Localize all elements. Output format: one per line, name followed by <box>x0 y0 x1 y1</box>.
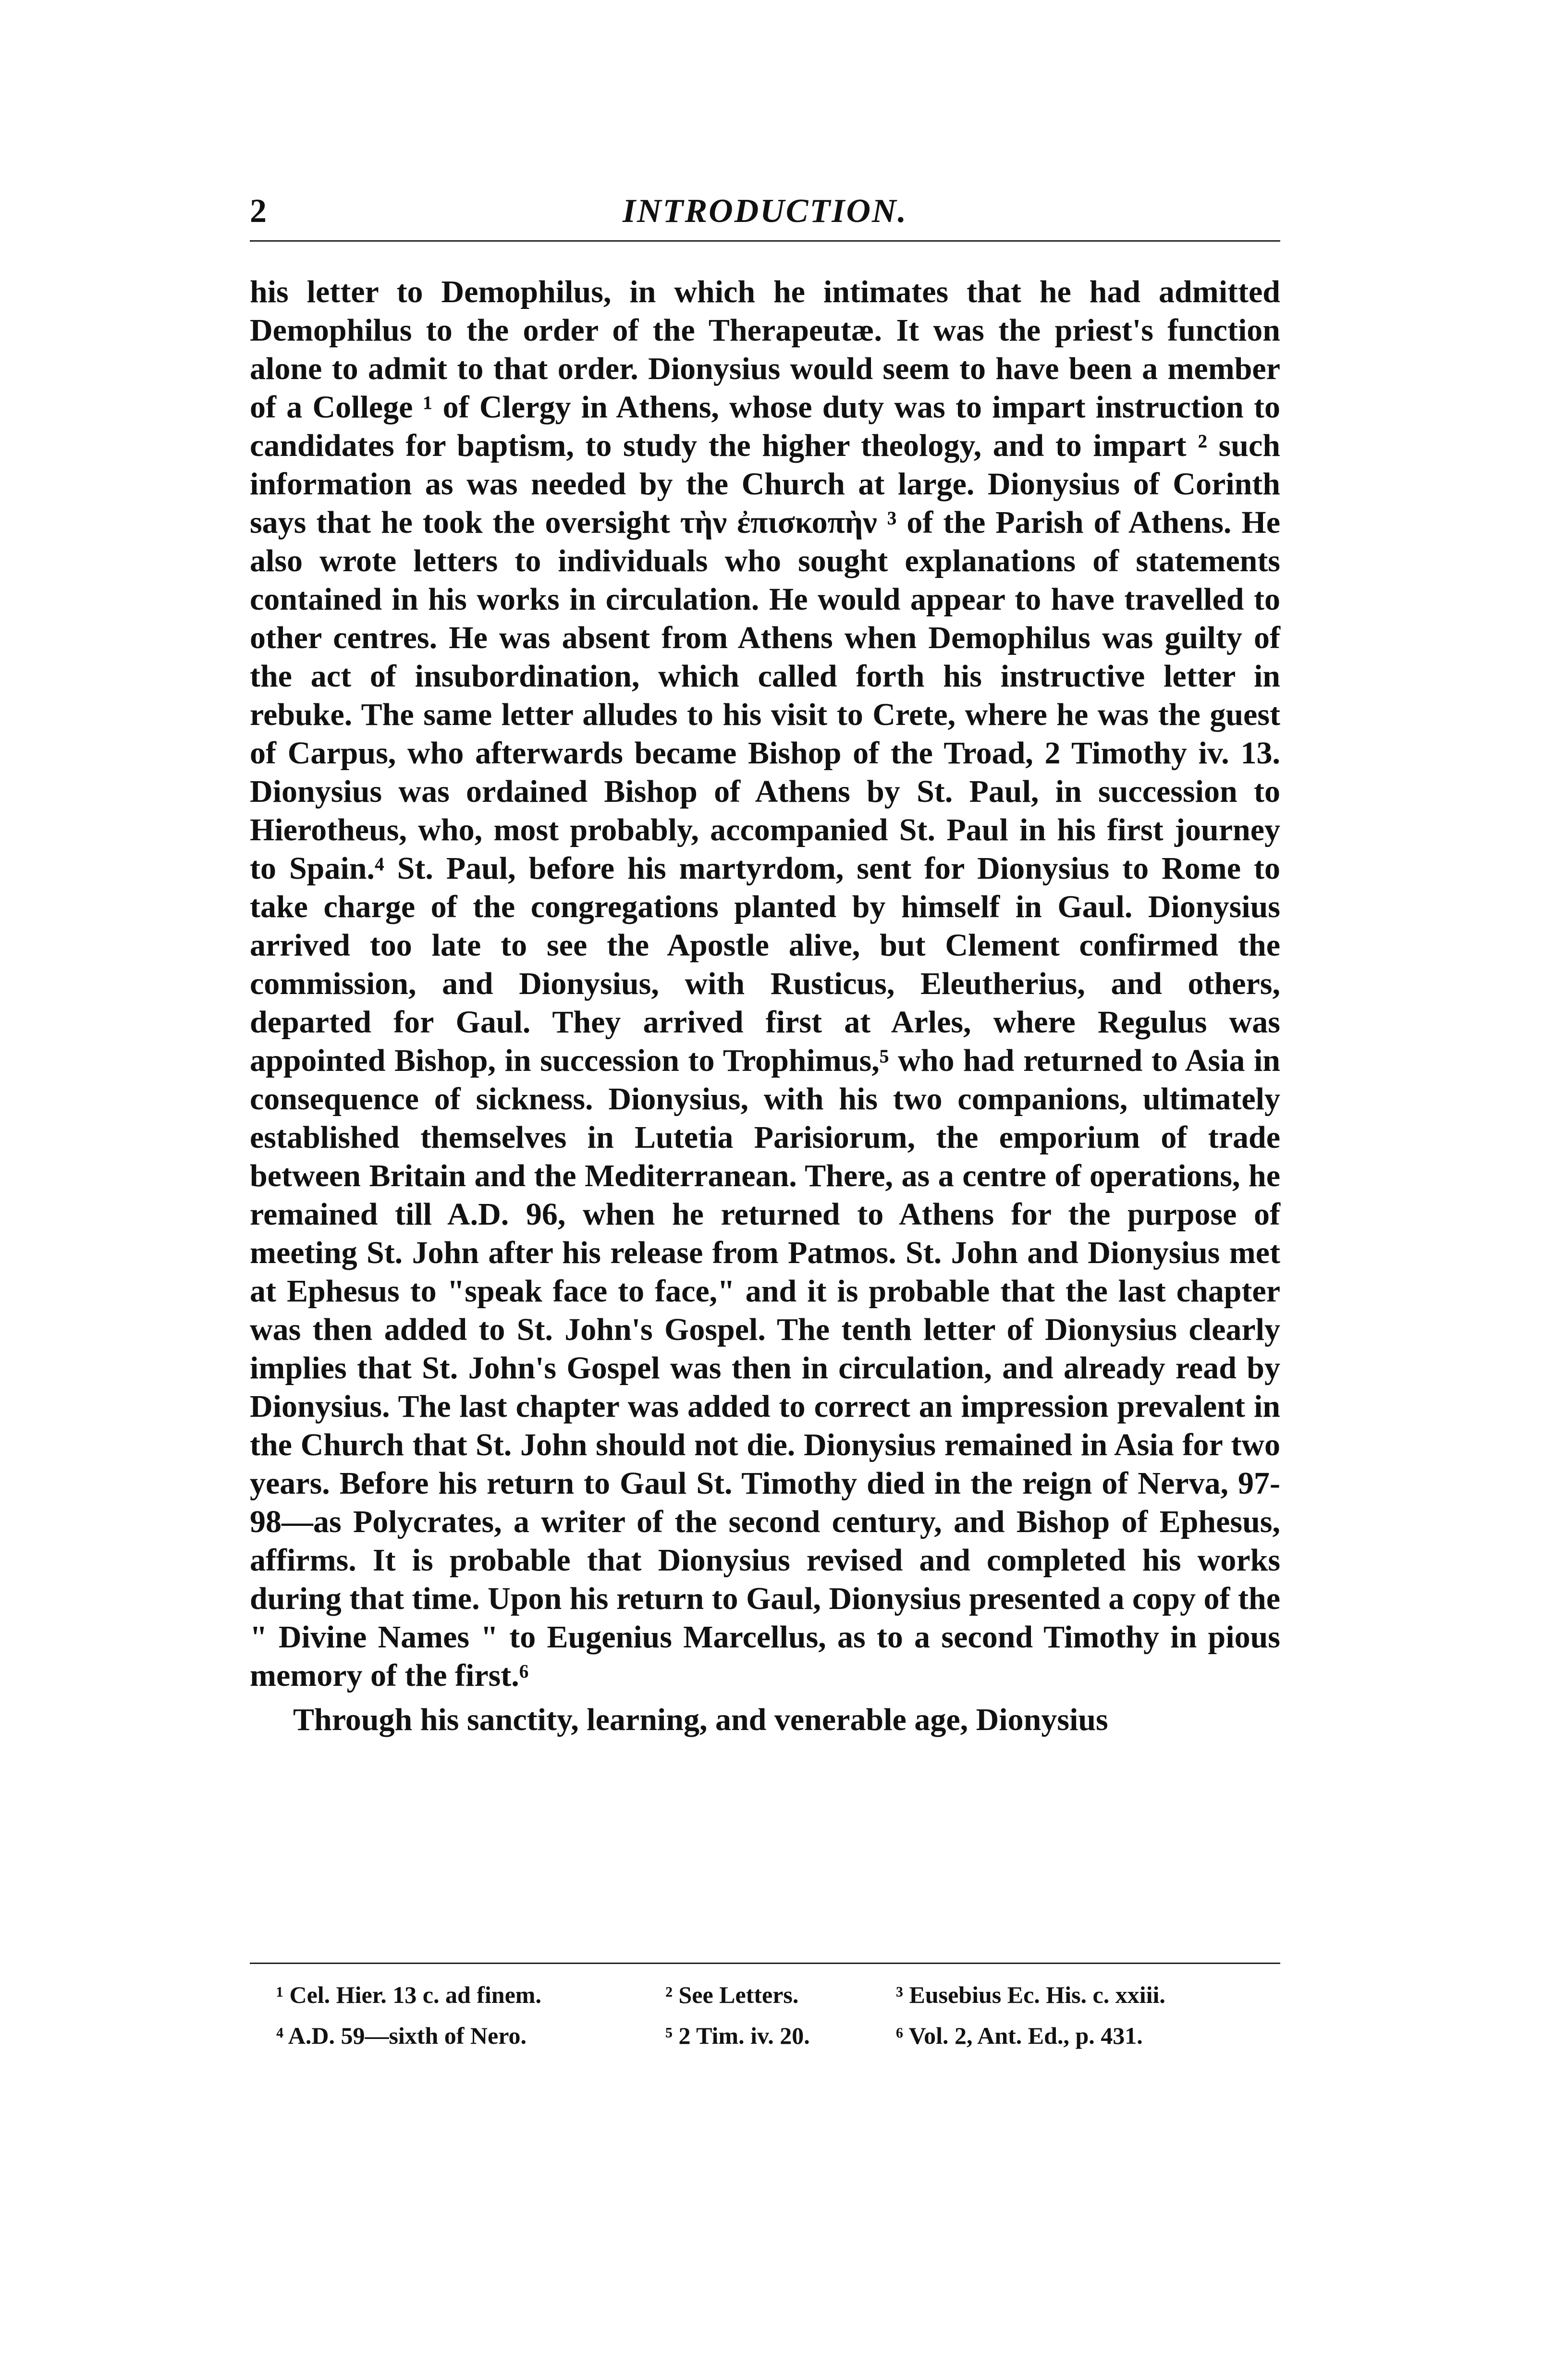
footnote-5: ⁵ 2 Tim. iv. 20. <box>665 2022 810 2049</box>
page-number: 2 <box>250 193 267 230</box>
footnote-6: ⁶ Vol. 2, Ant. Ed., p. 431. <box>896 2022 1143 2049</box>
footnote-rule <box>250 1963 1280 1964</box>
footnotes <box>276 1975 1280 2056</box>
paragraph-1: his letter to Demophilus, in which he intimates that he had admitted Demophilus to the order of the Therapeutæ. It was the priest's function alone to admit to that order. Dionysius would seem to have been a member of a College ¹ of Clergy in Athens, whose duty was to impart instruction to candidates for baptism, to study the higher theology, and to impart ² such information as was needed by the Church at large. Dionysius of Corinth says that he took the oversight τὴν ἐπισκοπὴν ³ of the Parish of Athens. He also wrote letters to individuals who sought explanations of statements contained in his works in circulation. He would appear to have travelled to other centres. He was absent from Athens when Demophilus was guilty of the act of insubordination, which called forth his instructive letter in rebuke. The same letter alludes to his visit to Crete, where he was the guest of Carpus, who afterwards became Bishop of the Troad, 2 Timothy iv. 13. Dionysius was ordained Bishop of Athens by St. Paul, in succession to Hierotheus, who, most probably, accompanied St. Paul in his first journey to Spain.⁴ St. Paul, before his martyrdom, sent for Dionysius to Rome to take charge of the congregations planted by himself in Gaul. Dionysius arrived too late to see the Apostle alive, but Clement confirmed the commission, and Dionysius, with Rusticus, Eleutherius, and others, departed for Gaul. They arrived first at Arles, where Regulus was appointed Bishop, in succession to Trophimus,⁵ who had returned to Asia in consequence of sickness. Dionysius, with his two companions, ultimately established themselves in Lutetia Parisiorum, the emporium of trade between Britain and the Mediterranean. There, as a centre of operations, he remained till A.D. 96, when he returned to Athens for the purpose of meeting St. John after his release from Patmos. St. John and Dionysius met at Ephesus to "speak face to face," and it is probable that the last chapter was then added to St. John's Gospel. The tenth letter of Dionysius clearly implies that St. John's Gospel was then in circulation, and already read by Dionysius. The last chapter was added to correct an impression prevalent in the Church that St. John should not die. Dionysius remained in Asia for two years. Before his return to Gaul St. Timothy died in the reign of Nerva, 97-98—as Polycrates, a writer of the second century, and Bishop of Ephesus, affirms. It is probable that Dionysius revised and completed his works during that time. Upon his return to Gaul, Dionysius presented a copy of the " Divine Names " to Eugenius Marcellus, as to a second Timothy in pious memory of the first.⁶ <box>250 274 1280 1693</box>
page-header <box>250 183 1280 240</box>
footnote-4: ⁴ A.D. 59—sixth of Nero. <box>276 2022 527 2049</box>
footnote-3: ³ Eusebius Ec. His. c. xxiii. <box>896 1981 1165 2008</box>
footnote-1: ¹ Cel. Hier. 13 c. ad finem. <box>276 1981 541 2008</box>
footnote-row <box>276 2015 1280 2056</box>
footnote-row <box>276 1975 1280 2015</box>
paragraph-2: Through his sanctity, learning, and venerable age, Dionysius <box>293 1702 1108 1737</box>
footnote-2: ² See Letters. <box>665 1981 799 2008</box>
running-title: INTRODUCTION. <box>622 193 908 230</box>
header-rule <box>250 240 1280 242</box>
body-text <box>250 273 1280 1739</box>
